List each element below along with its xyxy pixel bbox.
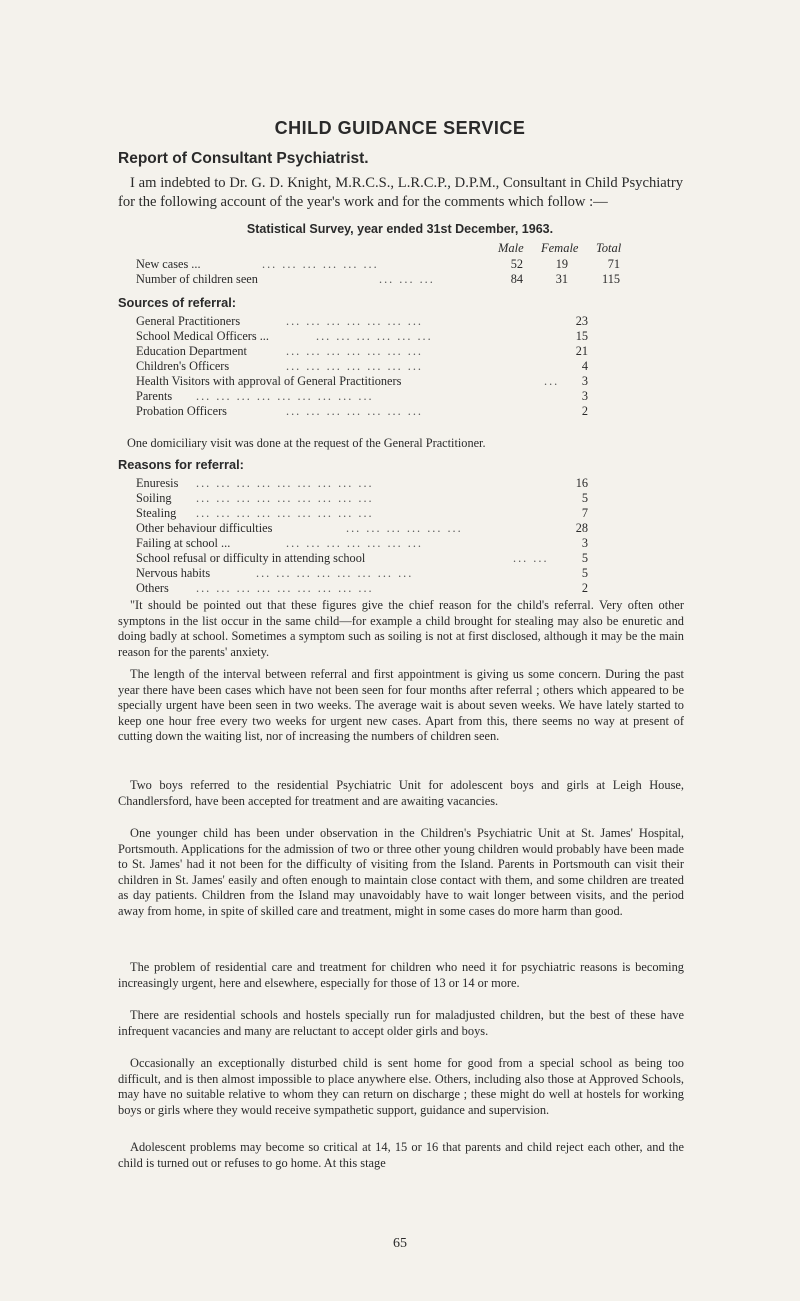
source-value: 23 bbox=[575, 314, 588, 328]
reason-label: Others bbox=[136, 581, 169, 595]
reason-row bbox=[136, 491, 600, 506]
leader-dots: ... ... ... ... ... ... ... ... ... bbox=[196, 389, 374, 403]
reason-label: Soiling bbox=[136, 491, 172, 505]
source-value: 2 bbox=[581, 404, 588, 418]
reason-row bbox=[136, 551, 600, 566]
reason-value: 5 bbox=[581, 551, 588, 565]
sources-heading: Sources of referral: bbox=[118, 295, 237, 310]
survey-value-female: 19 bbox=[555, 257, 568, 271]
survey-row-new-cases bbox=[136, 257, 686, 272]
leader-dots: ... ... ... ... ... ... ... ... ... bbox=[196, 506, 374, 520]
leader-dots: ... ... bbox=[513, 551, 549, 565]
reason-row bbox=[136, 521, 600, 536]
leader-dots: ... ... ... ... ... ... ... ... ... bbox=[196, 491, 374, 505]
body-paragraph: Adolescent problems may become so critical at 14, 15 or 16 that parents and child reject each other, and the child is turned out or refuses to go home. At this stage bbox=[118, 1140, 684, 1170]
column-head-total: Total bbox=[596, 241, 622, 255]
source-label: Health Visitors with approval of General Practitioners bbox=[136, 374, 402, 388]
reason-value: 5 bbox=[581, 491, 588, 505]
survey-row-children-seen bbox=[136, 272, 686, 287]
reason-row bbox=[136, 536, 600, 551]
body-paragraph: The problem of residential care and treatment for children who need it for psychiatric reasons is becoming increasingly urgent, here and elsewhere, especially for those of 13 or 14 or more. bbox=[118, 960, 684, 990]
source-row bbox=[136, 329, 600, 344]
survey-title: Statistical Survey, year ended 31st December, 1963. bbox=[246, 222, 554, 236]
leader-dots: ... ... ... ... ... ... ... ... bbox=[256, 566, 414, 580]
reason-label: Stealing bbox=[136, 506, 177, 520]
survey-value-male: 84 bbox=[510, 272, 523, 286]
column-head-male: Male bbox=[498, 241, 524, 255]
reason-value: 28 bbox=[575, 521, 588, 535]
column-head-female: Female bbox=[541, 241, 579, 255]
source-value: 3 bbox=[581, 374, 588, 388]
reason-label: Enuresis bbox=[136, 476, 179, 490]
survey-value-total: 115 bbox=[602, 272, 620, 286]
source-value: 15 bbox=[575, 329, 588, 343]
intro-paragraph: I am indebted to Dr. G. D. Knight, M.R.C.S., L.R.C.P., D.P.M., Consultant in Child Psychiatry for the following account of the year's work and for the comments which follow :— bbox=[118, 175, 683, 210]
survey-row-label: New cases ... bbox=[136, 257, 201, 271]
source-row bbox=[136, 389, 600, 404]
source-label: Children's Officers bbox=[136, 359, 230, 373]
body-paragraph: "It should be pointed out that these figures give the chief reason for the child's referral. Very often other symptons in the list occur in the same child—for example a child brought for stealing may also be enuretic and doing badly at school. Sometimes a symptom such as soiling is not at first disclosed, although it may be the main reason for the parents' anxiety. bbox=[118, 598, 684, 659]
leader-dots: ... ... ... ... ... ... ... bbox=[286, 536, 424, 550]
reason-row bbox=[136, 566, 600, 581]
reason-value: 3 bbox=[581, 536, 588, 550]
reason-value: 7 bbox=[581, 506, 588, 520]
reason-row bbox=[136, 476, 600, 491]
leader-dots: ... ... ... ... ... ... bbox=[346, 521, 463, 535]
leader-dots: ... ... ... ... ... ... bbox=[262, 257, 379, 271]
body-paragraph: One younger child has been under observation in the Children's Psychiatric Unit at St. James' Hospital, Portsmouth. Applications for the admission of two or three other young children would probably have been made to St. James' had it not been for the difficulty of visiting from the Island. Parents in Portsmouth can visit their children in St. James' easily and often enough to maintain close contact with them, and some children are treated as day patients. Children from the Island may unavoidably have to wait longer between visits, and the period away from home, in spite of skilled care and treatment, might in some cases do more harm than good. bbox=[118, 826, 684, 918]
source-label: General Practitioners bbox=[136, 314, 241, 328]
reason-label: Nervous habits bbox=[136, 566, 211, 580]
page-number: 65 bbox=[393, 1236, 407, 1251]
survey-value-female: 31 bbox=[555, 272, 568, 286]
reason-label: Failing at school ... bbox=[136, 536, 231, 550]
source-label: Probation Officers bbox=[136, 404, 227, 418]
survey-row-label: Number of children seen bbox=[136, 272, 258, 286]
report-heading: Report of Consultant Psychiatrist. bbox=[118, 150, 369, 167]
reason-label: Other behaviour difficulties bbox=[136, 521, 273, 535]
reason-value: 16 bbox=[575, 476, 588, 490]
source-label: Parents bbox=[136, 389, 173, 403]
page-title: CHILD GUIDANCE SERVICE bbox=[274, 118, 526, 138]
source-value: 21 bbox=[575, 344, 588, 358]
source-row bbox=[136, 344, 600, 359]
source-row bbox=[136, 404, 600, 419]
domiciliary-note: One domiciliary visit was done at the request of the General Practitioner. bbox=[127, 436, 486, 450]
reason-row bbox=[136, 506, 600, 521]
leader-dots: ... ... ... ... ... ... bbox=[316, 329, 433, 343]
reason-value: 5 bbox=[581, 566, 588, 580]
source-value: 4 bbox=[581, 359, 588, 373]
source-row bbox=[136, 359, 600, 374]
leader-dots: ... ... ... ... ... ... ... bbox=[286, 314, 424, 328]
source-label: School Medical Officers ... bbox=[136, 329, 269, 343]
source-row bbox=[136, 314, 600, 329]
leader-dots: ... ... ... ... ... ... ... ... ... bbox=[196, 581, 374, 595]
survey-value-male: 52 bbox=[510, 257, 523, 271]
reason-value: 2 bbox=[581, 581, 588, 595]
survey-value-total: 71 bbox=[607, 257, 620, 271]
leader-dots: ... ... ... bbox=[379, 272, 435, 286]
source-row bbox=[136, 374, 600, 389]
leader-dots: ... ... ... ... ... ... ... ... ... bbox=[196, 476, 374, 490]
body-paragraph: Occasionally an exceptionally disturbed child is sent home for good from a special school as being too difficult, and is then almost impossible to place anywhere else. Others, including also those at Approved Schools, may have no suitable relative to whom they can return on discharge ; these might do well at hostels for working boys or girls where they would receive sympathetic support, guidance and supervision. bbox=[118, 1056, 684, 1117]
source-value: 3 bbox=[581, 389, 588, 403]
leader-dots: ... ... ... ... ... ... ... bbox=[286, 359, 424, 373]
body-paragraph: The length of the interval between referral and first appointment is giving us some concern. During the past year there have been cases which have not been seen for four months after referral ; others which appeared to be specially urgent have been seen in two weeks. The average wait is about seven weeks. We have lately started to keep one hour free every two weeks for urgent new cases. Apart from this, there seems no way at present of cutting down the waiting list, nor of increasing the numbers of children seen. bbox=[118, 667, 684, 743]
leader-dots: ... ... ... ... ... ... ... bbox=[286, 344, 424, 358]
leader-dots: ... bbox=[544, 374, 560, 388]
reason-row bbox=[136, 581, 600, 596]
reasons-heading: Reasons for referral: bbox=[118, 457, 244, 472]
reason-label: School refusal or difficulty in attending school bbox=[136, 551, 366, 565]
body-paragraph: There are residential schools and hostels specially run for maladjusted children, but the best of these have infrequent vacancies and many are reluctant to accept older girls and boys. bbox=[118, 1008, 684, 1038]
body-paragraph: Two boys referred to the residential Psychiatric Unit for adolescent boys and girls at Leigh House, Chandlersford, have been accepted for treatment and are awaiting vacancies. bbox=[118, 778, 684, 808]
source-label: Education Department bbox=[136, 344, 247, 358]
leader-dots: ... ... ... ... ... ... ... bbox=[286, 404, 424, 418]
